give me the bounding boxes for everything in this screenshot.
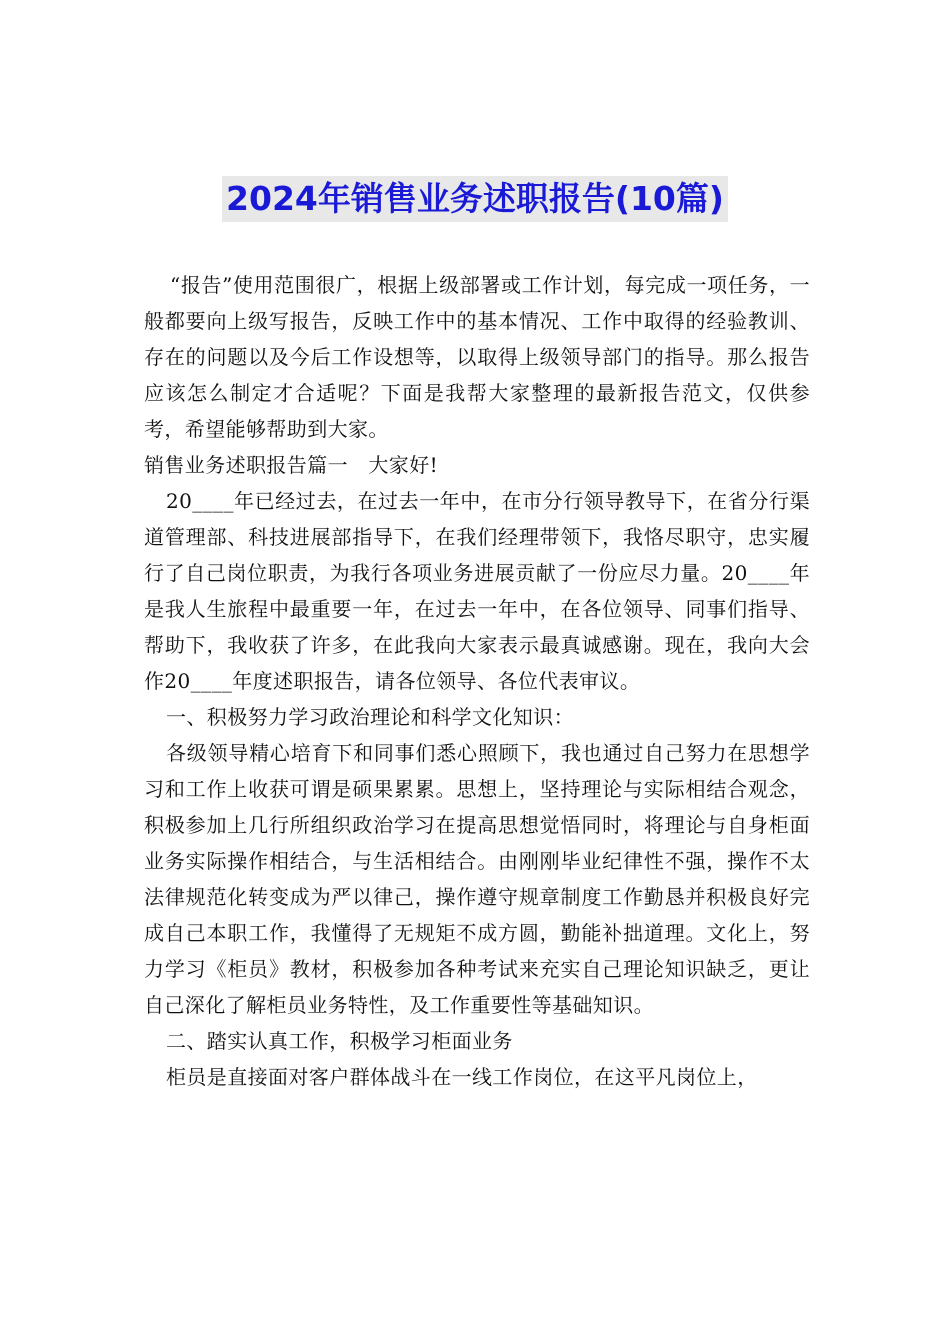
body-paragraph: 各级领导精心培育下和同事们悉心照顾下，我也通过自己努力在思想学习和工作上收获可谓是硕果累累。思想上，坚持理论与实际相结合观念，积极参加上几行所组织政治学习在提高思想觉悟同时，将理论与自身柜面业务实际操作相结合，与生活相结合。由刚刚毕业纪律性不强，操作不太法律规范化转变成为严以律己，操作遵守规章制度工作勤恳并积极良好完成自己本职工作，我懂得了无规矩不成方圆，勤能补拙道理。文化上，努力学习《柜员》教材，积极参加各种考试来充实自己理论知识缺乏，更让自己深化了解柜员业务特性，及工作重要性等基础知识。 [144,741,810,1017]
body-paragraph: 20____年已经过去，在过去一年中，在市分行领导教导下，在省分行渠道管理部、科技进展部指导下，在我们经理带领下，我恪尽职守，忠实履行了自己岗位职责，为我行各项业务进展贡献了一份应尽力量。20____年是我人生旅程中最重要一年，在过去一年中，在各位领导、同事们指导、帮助下，我收获了许多，在此我向大家表示最真诚感谢。现在，我向大会作20____年度述职报告，请各位领导、各位代表审议。 [144,489,810,693]
document-title: 2024年销售业务述职报告(10篇) [222,176,728,222]
intro-paragraph: “报告”使用范围很广，根据上级部署或工作计划，每完成一项任务，一般都要向上级写报告，反映工作中的基本情况、工作中取得的经验教训、存在的问题以及今后工作设想等，以取得上级领导部门的指导。那么报告应该怎么制定才合适呢？下面是我帮大家整理的最新报告范文，仅供参考，希望能够帮助到大家。 [144,273,810,441]
title-container [0,176,950,222]
subheading-study: 一、积极努力学习政治理论和科学文化知识： [166,705,574,729]
body-paragraph: 柜员是直接面对客户群体战斗在一线工作岗位，在这平凡岗位上， [166,1065,758,1089]
subheading-work: 二、踏实认真工作，积极学习柜面业务 [166,1029,513,1053]
section-heading-part-one: 销售业务述职报告篇一 大家好! [144,453,439,477]
document-body [144,267,810,1095]
